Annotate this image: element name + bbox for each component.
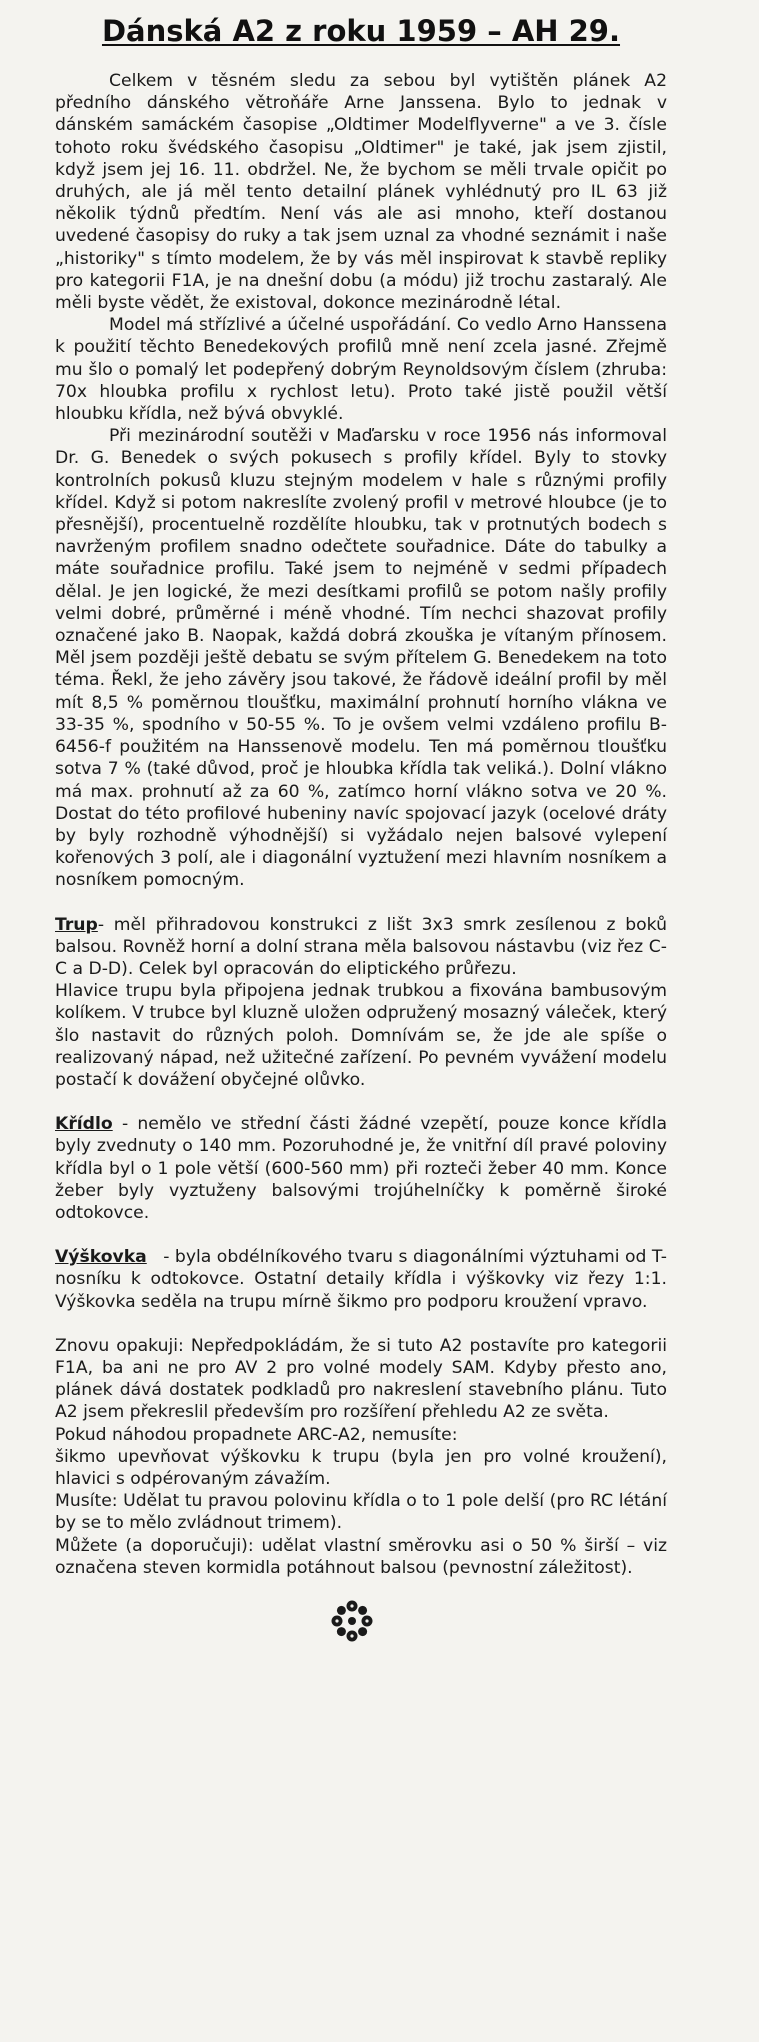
closing-paragraph-5: Můžete (a doporučuji): udělat vlastní směrovku asi o 50 % širší – viz označena steven kormidla potáhnout balsou (pevnostní záležitost). (55, 1535, 667, 1578)
closing-paragraph-3: šikmo upevňovat výškovku k trupu (byla jen pro volné kroužení), hlavici s odpérovaným závažím. (55, 1446, 667, 1489)
kridlo-text: - nemělo ve střední části žádné vzepětí, pouze konce křídla byly zvednuty o 140 mm. Pozoruhodné je, že vnitřní díl pravé poloviny křídla byl o 1 pole větší (600-560 mm) při rozteči žeber 40 mm. Konce žeber byly vyztuženy balsovými trojúhelníčky k poměrně široké odtokovce. (55, 1114, 667, 1223)
trup-paragraph (55, 914, 667, 981)
closing-paragraph-1: Znovu opakuji: Nepředpokládám, že si tuto A2 postavíte pro kategorii F1A, ba ani ne pro AV 2 pro volné modely SAM. Kdyby přesto ano, plánek dává dostatek podkladů pro nakreslení stavebního plánu. Tuto A2 jsem překreslil především pro rozšíření přehledu A2 ze světa. (55, 1335, 667, 1423)
section-gap (55, 1091, 667, 1113)
vyskovka-paragraph (55, 1246, 667, 1313)
section-gap (55, 1313, 667, 1335)
intro-paragraph-2: Model má střízlivé a účelné uspořádání. Co vedlo Arno Hanssena k použití těchto Benedekových profilů mně není zcela jasné. Zřejmě mu šlo o pomalý let podepřený dobrým Reynoldsovým číslem (zhruba: 70x hloubka profilu x rychlost letu). Proto také jistě použil větší hloubku křídla, než bývá obvyklé. (55, 315, 667, 425)
section-gap (55, 892, 667, 914)
vyskovka-keyword: Výškovka (55, 1247, 147, 1268)
article-column (55, 14, 667, 1645)
trup-keyword: Trup (55, 914, 98, 935)
closing-paragraph-4: Musíte: Udělat tu pravou polovinu křídla o to 1 pole delší (pro RC létání by se to mělo zvládnout trimem). (55, 1491, 667, 1534)
trup-paragraph-2: Hlavice trupu byla připojena jednak trubkou a fixována bambusovým kolíkem. V trubce byl kluzně uložen odpružený mosazný váleček, který šlo nastavit do různých poloh. Domnívám se, že jde ale spíše o realizovaný nápad, než užitečné zařízení. Po pevném vyvážení modelu postačí k dovážení obyčejné olůvko. (55, 981, 667, 1090)
flower-ornament-icon (328, 1597, 376, 1645)
section-gap (55, 1224, 667, 1246)
kridlo-paragraph (55, 1113, 667, 1224)
vyskovka-text: - byla obdélníkového tvaru s diagonálními výztuhami od T-nosníku k odtokovce. Ostatní detaily křídla i výškovky viz řezy 1:1. Výškovka seděla na trupu mírně šikmo pro podporu kroužení vpravo. (55, 1247, 668, 1312)
trup-text: - měl přihradovou konstrukci z lišt 3x3 smrk zesílenou z boků balsou. Rovněž horní a dolní strana měla balsovou nástavbu (viz řez C-C a D-D). Celek byl opracován do eliptického průřezu. (55, 914, 667, 979)
intro-paragraph-1: Celkem v těsném sledu za sebou byl vytištěn plánek A2 předního dánského větroňáře Arne Janssena. Bylo to jednak v dánském samáckém časopise „Oldtimer Modelflyverne" a ve 3. čísle tohoto roku švédského časopisu „Oldtimer" je také, jak jsem zjistil, když jsem jej 16. 11. obdržel. Ne, že bychom se měli trvale opičit po druhých, ale já měl tento detailní plánek vyhlédnutý pro IL 63 již několik týdnů předtím. Není vás ale asi mnoho, kteří dostanou uvedené časopisy do ruky a tak jsem uznal za vhodné seznámit i naše „historiky" s tímto modelem, že by vás měl inspirovat k stavbě repliky pro kategorii F1A, je na dnešní dobu (a módu) již trochu zastaralý. Ale měli byste vědět, že existoval, dokonce mezinárodně létal. (55, 71, 667, 314)
intro-paragraph-3: Při mezinárodní soutěži v Maďarsku v roce 1956 nás informoval Dr. G. Benedek o svých pokusech s profily křídel. Byly to stovky kontrolních pokusů kluzu stejným modelem v hale s různými profily křídel. Když si potom nakreslíte zvolený profil v metrové hloubce (je to přesnější), procentuelně rozdělíte hloubku, tak v protnutých bodech s navrženým profilem snadno odečtete souřadnice. Dáte do tabulky a máte souřadnice profilu. Také jsem to nejméně v sedmi případech dělal. Je jen logické, že mezi desítkami profilů se potom našly profily velmi dobré, průměrné i méně vhodné. Tím nechci shazovat profily označené jako B. Naopak, každá dobrá zkouška je vítaným přínosem. Měl jsem později ještě debatu se svým přítelem G. Benedekem na toto téma. Řekl, že jeho závěry jsou takové, že řádově ideální profil by měl mít 8,5 % poměrnou tloušťku, maximální prohnutí horního vlákna ve 33-35 %, spodního v 50-55 %. To je ovšem velmi vzdáleno profilu B-6456-f použitém na Hanssenově modelu. Ten má poměrnou tloušťku sotva 7 % (také důvod, proč je hloubka křídla tak veliká.). Dolní vlákno má max. prohnutí až za 60 %, zatímco horní vlákno sotva ve 20 %. Dostat do této profilové hubeniny navíc spojovací jazyk (ocelové dráty by byly rozhodně výhodnější) si vyžádalo nejen balsové vylepení kořenových 3 polí, ale i diagonální vyztužení mezi hlavním nosníkem a nosníkem pomocným. (55, 426, 667, 891)
closing-paragraph-2: Pokud náhodou propadnete ARC-A2, nemusíte: (55, 1424, 458, 1445)
article-title: Dánská A2 z roku 1959 – AH 29. (101, 14, 621, 48)
kridlo-keyword: Křídlo (55, 1114, 113, 1135)
